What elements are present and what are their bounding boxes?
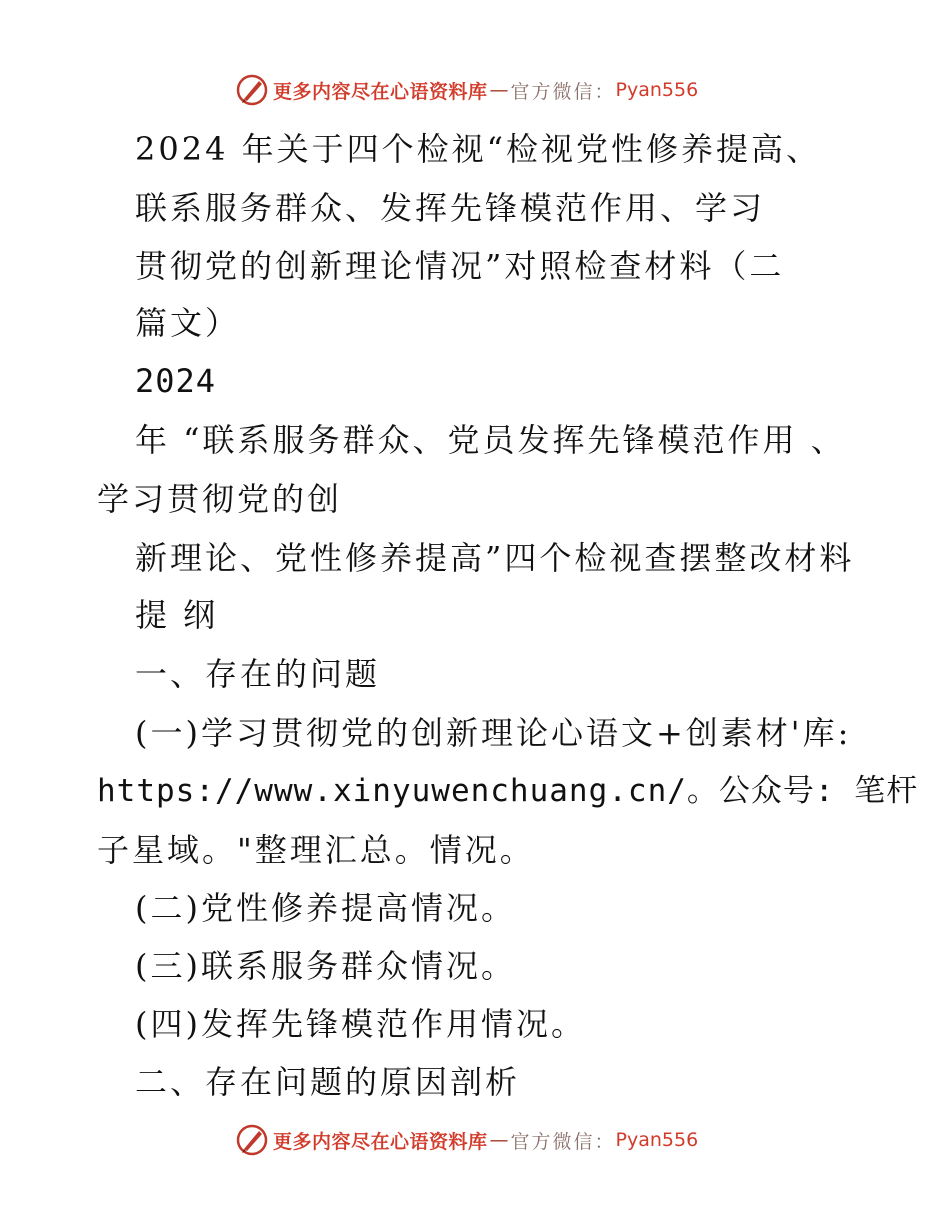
watermark-official-label: 官方微信：	[510, 80, 616, 103]
subtitle-line-3: 新理论、党性修养提高”四个检视查摆整改材料	[135, 539, 855, 577]
quill-pen-logo-icon	[235, 1123, 269, 1157]
item-2: (二)党性修养提高情况。	[135, 889, 516, 927]
subtitle-line-2: 学习贯彻党的创	[97, 480, 343, 518]
item-4: (四)发挥先锋模范作用情况。	[135, 1005, 586, 1043]
footer-watermark	[235, 1122, 698, 1158]
subtitle-line-1: 年 “联系服务群众、党员发挥先锋模范作用 、	[135, 421, 846, 459]
title-line-4: 篇文）	[135, 304, 241, 342]
watermark-main-text: 更多内容尽在心语资料库	[273, 1130, 488, 1153]
watermark-account: Pyan556	[615, 1129, 699, 1151]
item-1-line-1: (一)学习贯彻党的创新理论心语文+创素材'库:	[135, 714, 852, 752]
watermark-official-label: 官方微信：	[510, 1130, 616, 1153]
subtitle-line-4: 提 纲	[135, 596, 219, 634]
header-watermark	[235, 72, 698, 108]
item-1-line-2: https://www.xinyuwenchuang.cn/。公众号: 笔杆	[97, 773, 919, 809]
title-line-1: 2024 年关于四个检视“检视党性修养提高、	[135, 130, 821, 168]
watermark-account: Pyan556	[615, 79, 699, 101]
title-line-2: 联系服务群众、发挥先锋模范作用、学习	[135, 189, 766, 227]
watermark-dash: —	[489, 1129, 509, 1151]
section-heading-problems: 一、存在的问题	[135, 655, 381, 693]
year-line: 2024	[135, 362, 217, 400]
title-line-3: 贯彻党的创新理论情况”对照检查材料（二	[135, 247, 785, 285]
item-1-line-3: 子星域。"整理汇总。情况。	[97, 831, 535, 869]
quill-pen-logo-icon	[235, 73, 269, 107]
section-heading-causes: 二、存在问题的原因剖析	[135, 1063, 521, 1101]
watermark-dash: —	[489, 79, 509, 101]
item-3: (三)联系服务群众情况。	[135, 947, 516, 985]
watermark-main-text: 更多内容尽在心语资料库	[273, 80, 488, 103]
